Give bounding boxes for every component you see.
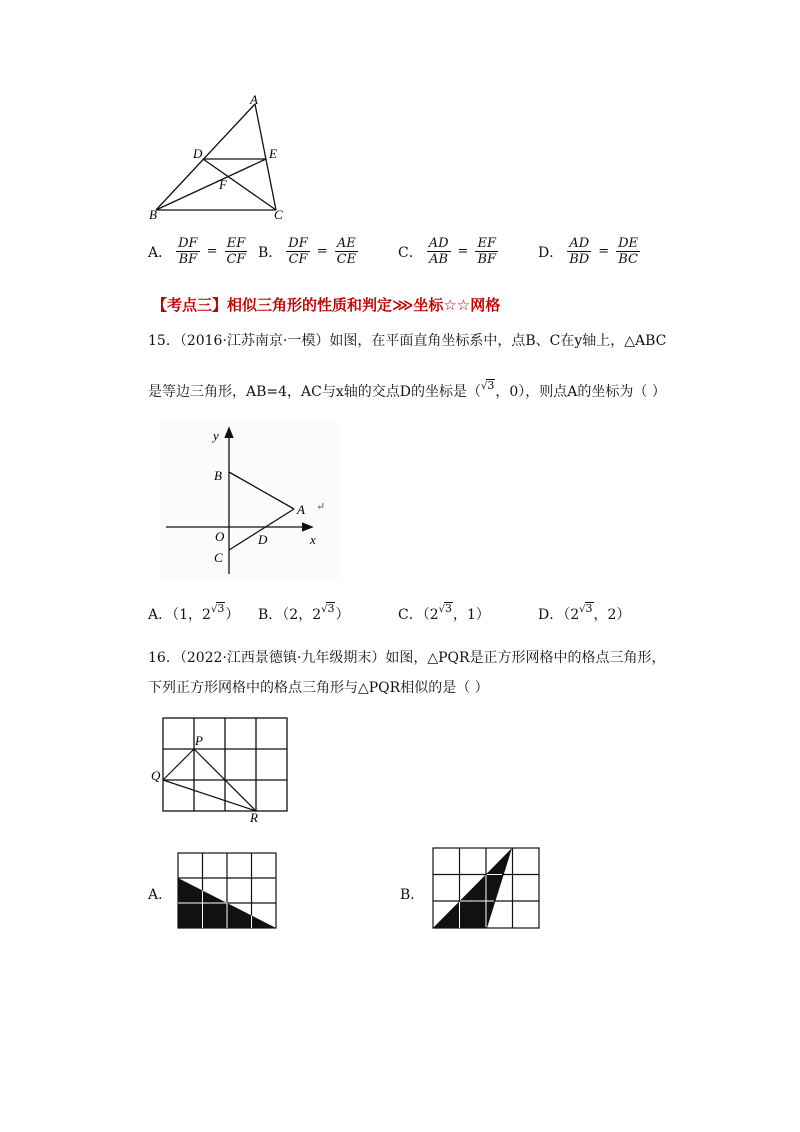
sqrt-value: 3 bbox=[585, 602, 593, 615]
line-be bbox=[156, 159, 266, 210]
label-e: E bbox=[269, 146, 277, 161]
label-p: P bbox=[195, 733, 203, 748]
label-q: Q bbox=[151, 768, 161, 783]
return-mark: ↵ bbox=[316, 500, 326, 513]
numerator: AE bbox=[336, 236, 356, 251]
label-c: C bbox=[274, 207, 283, 222]
line-ab bbox=[156, 104, 255, 210]
option-text: D．（2 bbox=[538, 607, 580, 623]
denominator: BD bbox=[569, 252, 590, 267]
denominator: BF bbox=[477, 252, 497, 267]
numerator: DF bbox=[288, 236, 308, 251]
label-r: R bbox=[250, 810, 258, 825]
grid-lines bbox=[163, 718, 287, 811]
option-text: B．（2，2 bbox=[258, 607, 322, 623]
label-o: O bbox=[215, 529, 225, 544]
numerator: AD bbox=[428, 236, 449, 251]
numerator: DE bbox=[618, 236, 639, 251]
option-letter: A． bbox=[148, 244, 173, 261]
fraction bbox=[286, 236, 309, 267]
label-a: A bbox=[250, 92, 258, 107]
label-x: x bbox=[310, 532, 316, 547]
q15-line2 bbox=[148, 381, 666, 401]
q15-option-c[interactable] bbox=[398, 604, 490, 624]
option-text-end: ，1） bbox=[453, 607, 490, 623]
option-text: A．（1，2 bbox=[148, 607, 211, 623]
fraction bbox=[567, 236, 591, 267]
q15-line1: 15．（2016·江苏南京·一模）如图，在平面直角坐标系中，点B、C在y轴上，△ABC bbox=[148, 333, 667, 349]
q14-option-b[interactable] bbox=[258, 236, 358, 267]
sqrt-value: 3 bbox=[327, 602, 335, 615]
q14-option-d[interactable] bbox=[538, 236, 640, 267]
q15-option-b[interactable] bbox=[258, 604, 349, 624]
q14-option-a[interactable] bbox=[148, 236, 247, 267]
numerator: DF bbox=[178, 236, 198, 251]
label-c: C bbox=[214, 550, 223, 565]
option-letter: D． bbox=[538, 244, 564, 261]
equals-sign: = bbox=[598, 244, 610, 259]
denominator: CF bbox=[226, 252, 246, 267]
sqrt-symbol: √3 bbox=[579, 602, 593, 615]
numerator: AD bbox=[569, 236, 590, 251]
option-text-end: ） bbox=[335, 607, 350, 623]
denominator: CE bbox=[336, 252, 357, 267]
triangle-figure bbox=[140, 92, 300, 232]
sqrt-symbol: √3 bbox=[321, 602, 335, 615]
option-text: C．（2 bbox=[398, 607, 439, 623]
q14-option-c[interactable] bbox=[398, 236, 498, 267]
denominator: BC bbox=[618, 252, 638, 267]
sqrt-value: 3 bbox=[445, 602, 452, 615]
numerator: EF bbox=[226, 236, 246, 251]
sqrt-value: 3 bbox=[217, 602, 225, 615]
coordinate-figure bbox=[160, 422, 340, 580]
sqrt-symbol: √3 bbox=[210, 602, 225, 615]
q15-option-d[interactable] bbox=[538, 604, 630, 624]
equals-sign: = bbox=[457, 244, 469, 259]
fraction bbox=[616, 236, 640, 267]
label-d: D bbox=[258, 532, 268, 547]
q15-option-a[interactable] bbox=[148, 604, 239, 624]
denominator: AB bbox=[429, 252, 449, 267]
sqrt-symbol: √3 bbox=[480, 379, 495, 392]
option-letter: C． bbox=[398, 244, 423, 261]
label-a: A bbox=[297, 502, 305, 517]
option-text-end: ，2） bbox=[593, 607, 631, 623]
q15-line2-a: 是等边三角形，AB=4，AC与x轴的交点D的坐标是（ bbox=[148, 384, 481, 400]
sqrt-value: 3 bbox=[487, 379, 495, 392]
fraction bbox=[335, 236, 358, 267]
q16-option-b-figure[interactable] bbox=[430, 844, 542, 930]
label-b: B bbox=[149, 207, 157, 222]
denominator: CF bbox=[288, 252, 308, 267]
label-y: y bbox=[213, 428, 219, 443]
fraction bbox=[475, 236, 498, 267]
pqr-grid-figure bbox=[148, 714, 298, 826]
figure-background bbox=[160, 422, 340, 580]
numerator: EF bbox=[477, 236, 496, 251]
label-b: B bbox=[214, 468, 222, 483]
option-text-end: ） bbox=[225, 607, 240, 623]
fraction bbox=[176, 236, 199, 267]
equals-sign: = bbox=[206, 244, 218, 259]
option-letter: B． bbox=[258, 244, 283, 261]
section-heading: 【考点三】相似三角形的性质和判定⋙坐标☆☆网格 bbox=[152, 296, 501, 314]
label-d: D bbox=[193, 146, 203, 161]
equals-sign: = bbox=[316, 244, 328, 259]
fraction bbox=[427, 236, 451, 267]
filled-triangle-b bbox=[433, 848, 512, 928]
q16-line2: 下列正方形网格中的格点三角形与△PQR相似的是（ ） bbox=[148, 680, 489, 696]
q16-line1: 16．（2022·江西景德镇·九年级期末）如图，△PQR是正方形网格中的格点三角形， bbox=[148, 650, 666, 666]
line-dc bbox=[203, 159, 276, 210]
q15-line2-b: ，0），则点A的坐标为（ ） bbox=[495, 384, 666, 400]
sqrt-symbol: √3 bbox=[438, 602, 452, 615]
label-f: F bbox=[219, 177, 227, 192]
q16-option-b-label[interactable]: B． bbox=[400, 887, 425, 903]
fraction bbox=[224, 236, 247, 267]
denominator: BF bbox=[178, 252, 198, 267]
q16-option-a-label[interactable]: A． bbox=[148, 887, 173, 903]
q16-option-a-figure[interactable] bbox=[176, 850, 280, 930]
